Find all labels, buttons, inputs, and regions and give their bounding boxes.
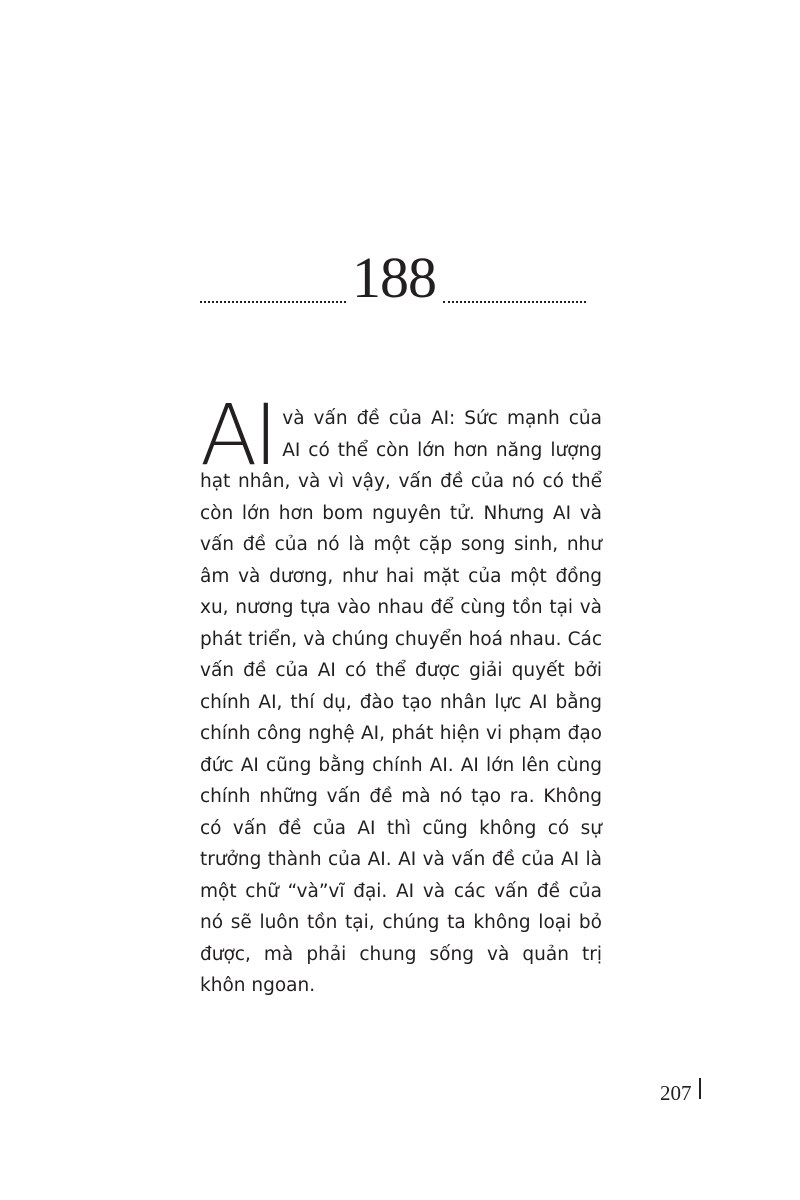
dotted-rule-left [200, 301, 346, 303]
dotted-rule-right [443, 301, 586, 303]
body-paragraph [200, 386, 602, 1002]
chapter-number: 188 [352, 245, 436, 310]
paragraph-text: và vấn đề của AI: Sức mạnh của AI có thể còn lớn hơn năng lượng hạt nhân, và vì vậy, vấn đề của nó có thể còn lớn hơn bom nguyên tử. Nhưng AI và vấn đề của nó là một cặp song sinh, như âm và dương, như hai mặt của một đồng xu, nương tựa vào nhau để cùng tồn tại và phát triển, và chúng chuyển hoá nhau. Các vấn đề của AI có thể được giải quyết bởi chính AI, thí dụ, đào tạo nhân lực AI bằng chính công nghệ AI, phát hiện vi phạm đạo đức AI cũng bằng chính AI. AI lớn lên cùng chính những vấn đề mà nó tạo ra. Không có vấn đề của AI thì cũng không có sự trưởng thành của AI. AI và vấn đề của AI là một chữ “và”vĩ đại. AI và các vấn đề của nó sẽ luôn tồn tại, chúng ta không loại bỏ được, mà phải chung sống và quản trị khôn ngoan. [200, 408, 602, 996]
drop-cap: AI [200, 386, 275, 484]
chapter-heading [200, 245, 586, 310]
page-number-bar [699, 1078, 701, 1099]
page-number: 207 [660, 1081, 692, 1105]
